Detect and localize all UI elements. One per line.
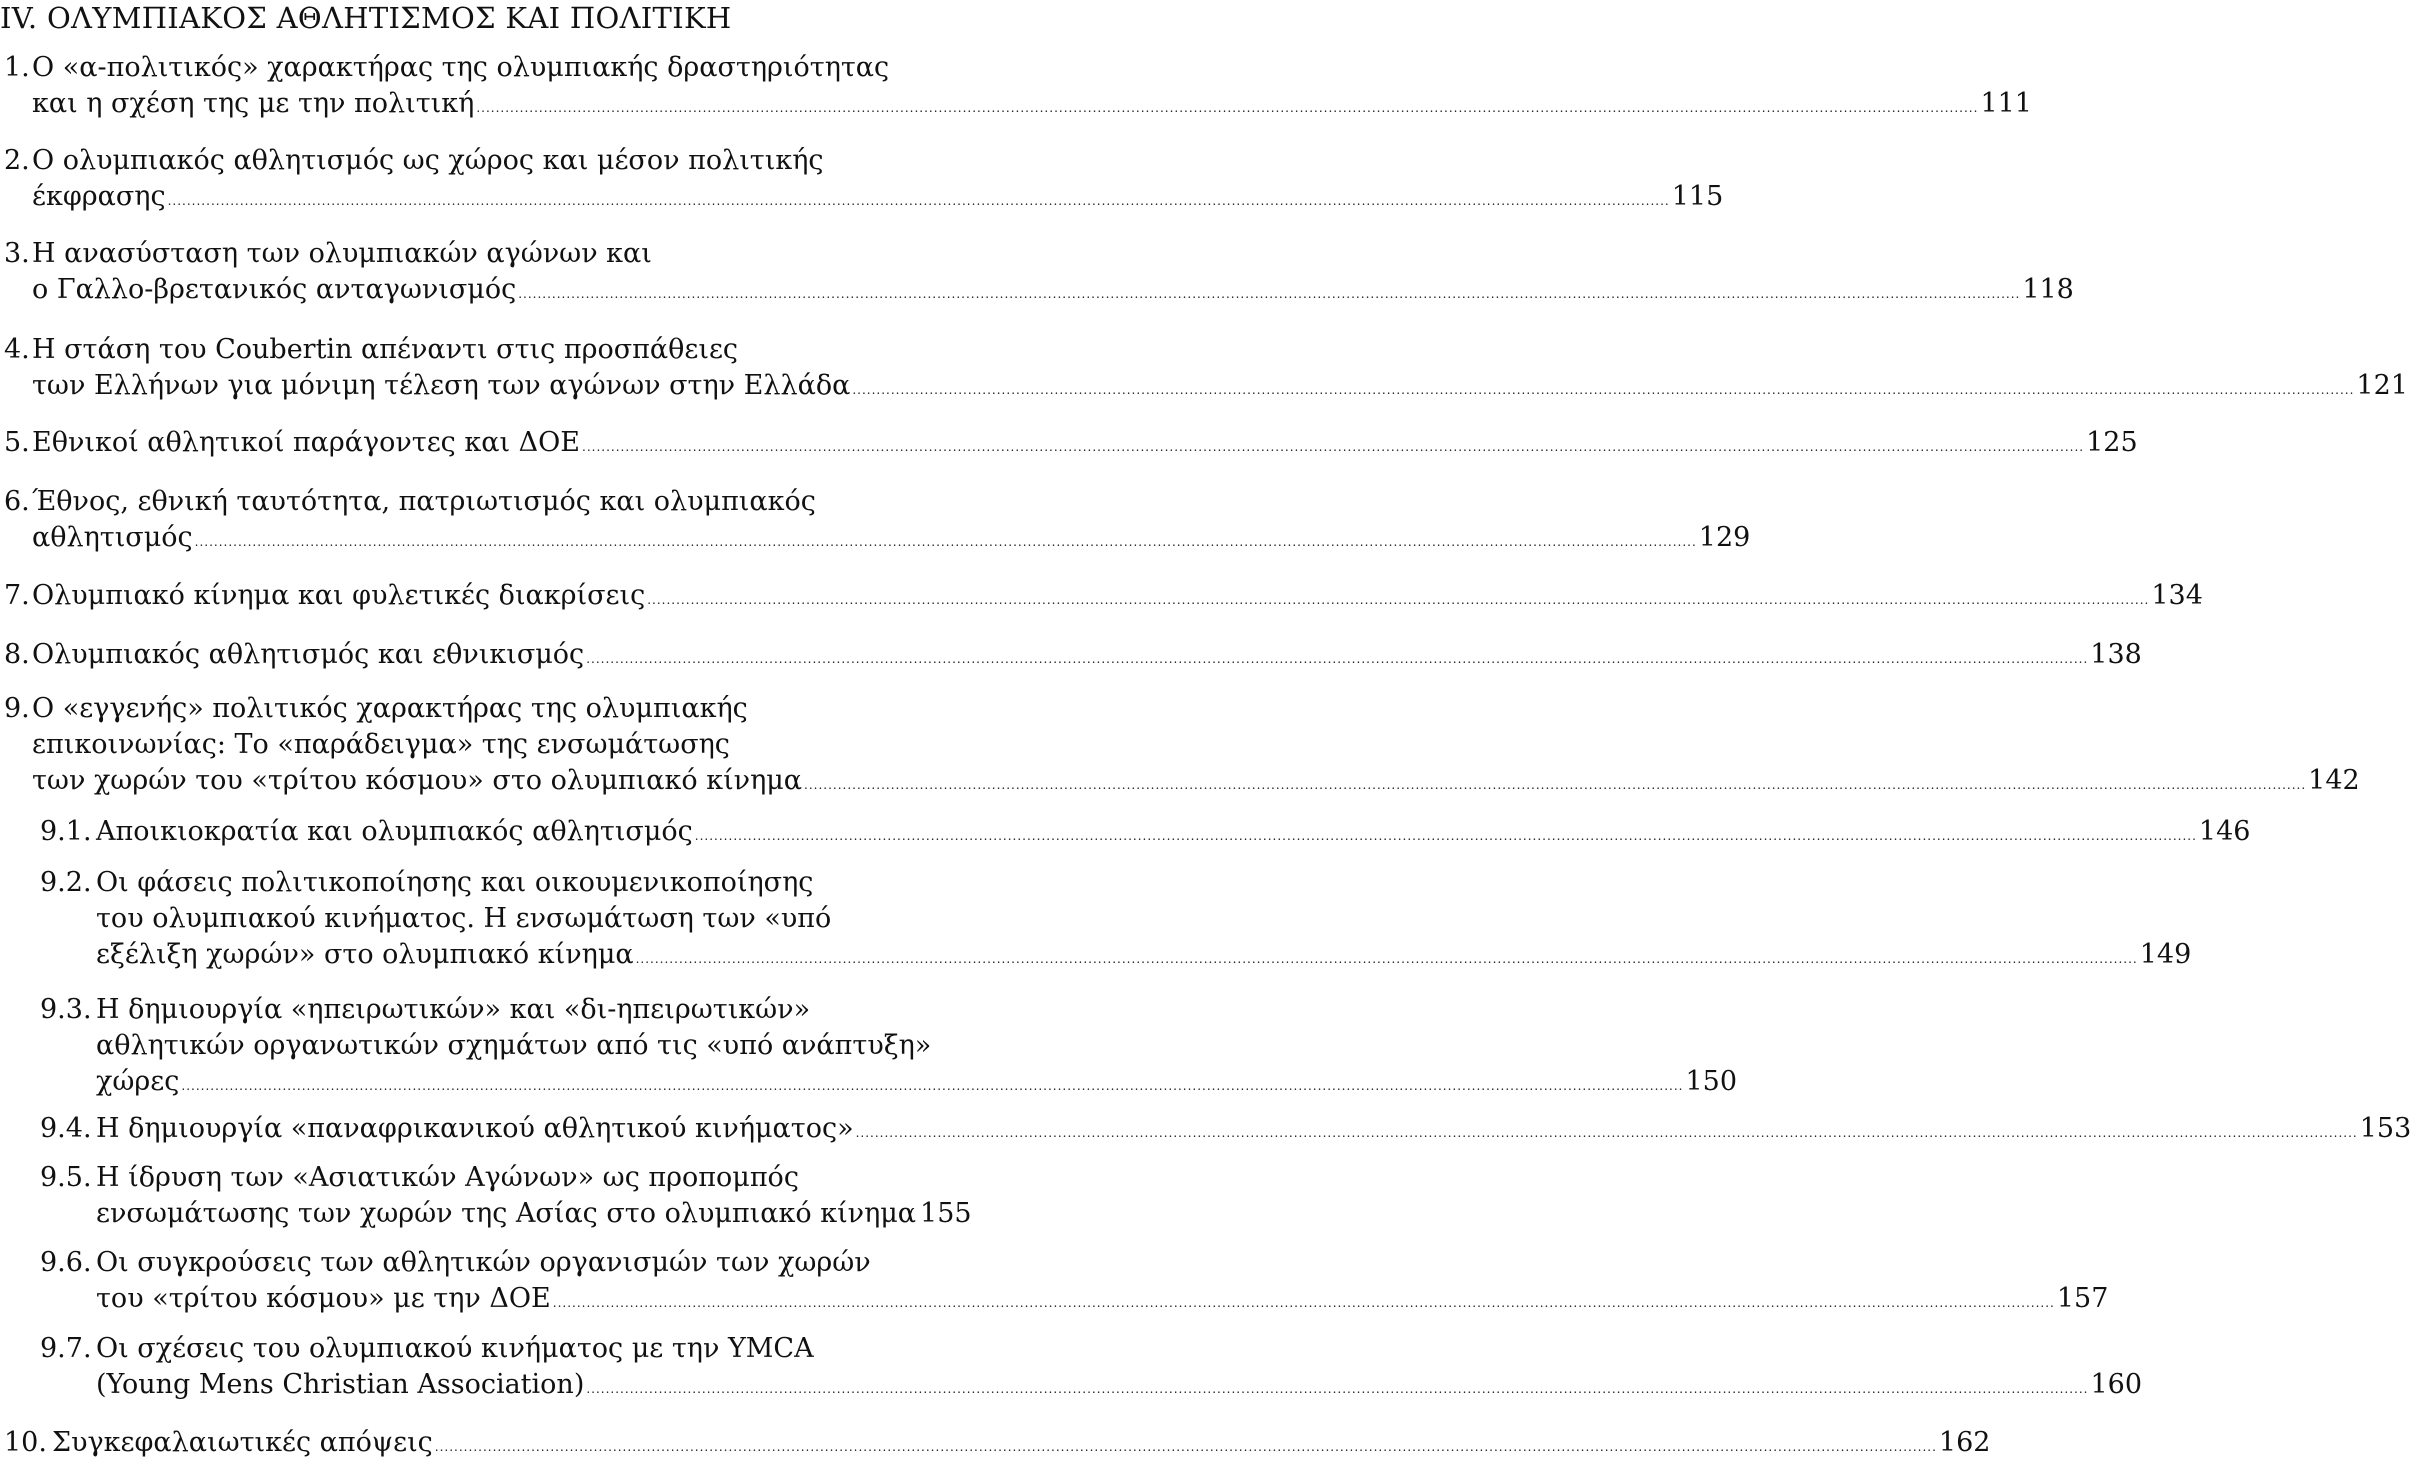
dot-leader: [695, 818, 2197, 854]
toc-entry-number: 9.4.: [40, 1113, 92, 1144]
dot-leader: [586, 641, 2088, 677]
dot-leader: [168, 183, 1670, 219]
chapter-heading: IV. ΟΛΥΜΠΙΑΚΟΣ ΑΘΛΗΤΙΣΜΟΣ ΚΑΙ ΠΟΛΙΤΙΚΗ: [0, 1, 732, 35]
toc-entry-line: Η δημιουργία «παναφρικανικού αθλητικού κινήματος»: [96, 1113, 854, 1144]
toc-entry-number: 4.: [4, 334, 30, 365]
dot-leader: [856, 1115, 2358, 1151]
toc-entry-line: (Young Mens Christian Association): [96, 1369, 585, 1400]
toc-entry-last-line: [96, 1111, 2411, 1147]
toc-entry: [4, 143, 1724, 215]
toc-entry-line: Συγκεφαλαιωτικές απόψεις: [52, 1427, 433, 1458]
toc-entry-body: [96, 992, 1738, 1100]
toc-entry: [4, 578, 2203, 614]
toc-entry-line: Αποικιοκρατία και ολυμπιακός αθλητισμός: [96, 816, 693, 847]
toc-page-number: 157: [2056, 1283, 2109, 1314]
toc-entry-line: Η στάση του Coubertin απέναντι στις προσπάθειες: [32, 334, 739, 365]
toc-entry-last-line: [96, 1196, 972, 1232]
toc-entry-last-line: [96, 1281, 2109, 1317]
toc-entry-line: Οι φάσεις πολιτικοποίησης και οικουμενικοποίησης: [96, 867, 814, 898]
toc-entry-line: αθλητισμός: [32, 522, 193, 553]
toc-entry-number: 10.: [4, 1427, 47, 1458]
toc-entry-last-line: [32, 578, 2203, 614]
toc-entry-line: Ο «εγγενής» πολιτικός χαρακτήρας της ολυμπιακής: [32, 693, 748, 724]
toc-entry-body: [32, 484, 1751, 556]
toc-page-number: 118: [2022, 274, 2074, 305]
toc-entry-number: 9.3.: [40, 994, 92, 1025]
toc-entry-line: του ολυμπιακού κινήματος. Η ενσωμάτωση των «υπό: [96, 903, 832, 934]
toc-entry-number: 2.: [4, 145, 30, 176]
toc-entry-number: 9.5.: [40, 1162, 92, 1193]
dot-leader: [195, 524, 1697, 560]
toc-page-number: 149: [2139, 939, 2192, 970]
toc-entry-line: Ολυμπιακό κίνημα και φυλετικές διακρίσεις: [32, 580, 646, 611]
toc-entry-body: [32, 578, 2203, 614]
toc-entry-line: Οι συγκρούσεις των αθλητικών οργανισμών των χωρών: [96, 1247, 871, 1278]
toc-entry: [4, 50, 2032, 122]
toc-entry-line: Η ίδρυση των «Ασιατικών Αγώνων» ως προπομπός: [96, 1162, 799, 1193]
toc-entry-last-line: [32, 179, 1724, 215]
dot-leader: [181, 1068, 1683, 1104]
toc-entry-last-line: [32, 425, 2138, 461]
toc-page-number: 129: [1698, 522, 1751, 553]
toc-entry-line: ενσωμάτωσης των χωρών της Ασίας στο ολυμπιακό κίνημα: [96, 1198, 917, 1229]
toc-entry-number: 9.: [4, 693, 30, 724]
toc-entry-body: [96, 1160, 972, 1232]
toc-page-number: 134: [2151, 580, 2203, 611]
toc-page-number: 155: [920, 1198, 972, 1229]
toc-entry-last-line: [52, 1425, 1991, 1461]
toc-entry-body: [96, 865, 2192, 973]
toc-entry: [4, 1425, 1991, 1461]
toc-entry: [40, 1160, 972, 1232]
toc-page-number: 146: [2198, 816, 2251, 847]
toc-entry-line: Η ανασύσταση των ολυμπιακών αγώνων και: [32, 238, 652, 269]
toc-entry-line: Έθνος, εθνική ταυτότητα, πατριωτισμός και ολυμπιακός: [32, 486, 816, 517]
dot-leader: [582, 429, 2084, 465]
dot-leader: [852, 372, 2354, 408]
toc-entry-line: Ολυμπιακός αθλητισμός και εθνικισμός: [32, 639, 585, 670]
toc-entry-line: Εθνικοί αθλητικοί παράγοντες και ΔΟΕ: [32, 427, 581, 458]
toc-page-number: 111: [1980, 88, 2032, 119]
toc-entry-line: Ο ολυμπιακός αθλητισμός ως χώρος και μέσον πολιτικής: [32, 145, 824, 176]
toc-entry-number: 6.: [4, 486, 30, 517]
toc-entry-last-line: [96, 937, 2192, 973]
toc-entry: [4, 236, 2074, 308]
toc-entry-line: έκφρασης: [32, 181, 166, 212]
toc-entry-last-line: [32, 368, 2408, 404]
toc-entry: [40, 1245, 2109, 1317]
toc-entry-body: [52, 1425, 1991, 1461]
dot-leader: [586, 1371, 2088, 1407]
toc-page-number: 121: [2356, 370, 2408, 401]
toc-entry-body: [96, 1245, 2109, 1317]
toc-page-number: 162: [1938, 1427, 1991, 1458]
toc-entry-body: [32, 50, 2032, 122]
toc-page-number: 138: [2090, 639, 2142, 670]
toc-entry-line: Η δημιουργία «ηπειρωτικών» και «δι-ηπειρωτικών»: [96, 994, 811, 1025]
dot-leader: [435, 1429, 1937, 1465]
toc-entry-body: [32, 637, 2142, 673]
toc-entry: [4, 637, 2142, 673]
toc-entry-line: Ο «α-πολιτικός» χαρακτήρας της ολυμπιακής δραστηριότητας: [32, 52, 890, 83]
toc-page-number: 115: [1671, 181, 1724, 212]
toc-entry: [40, 814, 2251, 850]
toc-page-number: 153: [2359, 1113, 2411, 1144]
toc-entry: [4, 332, 2408, 404]
toc-entry-line: Οι σχέσεις του ολυμπιακού κινήματος με την YMCA: [96, 1333, 814, 1364]
toc-entry-body: [32, 236, 2074, 308]
toc-entry-number: 9.2.: [40, 867, 92, 898]
toc-entry-body: [32, 332, 2408, 404]
toc-entry: [40, 865, 2192, 973]
toc-entry-number: 9.6.: [40, 1247, 92, 1278]
toc-entry-line: χώρες: [96, 1066, 180, 1097]
toc-entry-number: 5.: [4, 427, 30, 458]
dot-leader: [647, 582, 2149, 618]
toc-entry-last-line: [32, 86, 2032, 122]
toc-entry-last-line: [32, 520, 1751, 556]
toc-entry-line: του «τρίτου κόσμου» με την ΔΟΕ: [96, 1283, 551, 1314]
toc-entry-line: αθλητικών οργανωτικών σχημάτων από τις «υπό ανάπτυξη»: [96, 1030, 932, 1061]
toc-entry-last-line: [96, 814, 2251, 850]
toc-page-number: 125: [2086, 427, 2138, 458]
dot-leader: [636, 941, 2138, 977]
toc-entry-line: και η σχέση της με την πολιτική: [32, 88, 475, 119]
toc-entry-number: 3.: [4, 238, 30, 269]
toc-entry-number: 9.1.: [40, 816, 92, 847]
toc-page-number: 150: [1685, 1066, 1738, 1097]
toc-entry: [4, 425, 2138, 461]
toc-entry: [4, 691, 2360, 799]
toc-entry-line: εξέλιξη χωρών» στο ολυμπιακό κίνημα: [96, 939, 634, 970]
toc-entry-line: ο Γαλλο-βρετανικός ανταγωνισμός: [32, 274, 517, 305]
dot-leader: [804, 767, 2306, 803]
toc-entry-body: [96, 1111, 2411, 1147]
toc-entry-line: των Ελλήνων για μόνιμη τέλεση των αγώνων στην Ελλάδα: [32, 370, 851, 401]
toc-entry-last-line: [32, 272, 2074, 308]
toc-entry-line: των χωρών του «τρίτου κόσμου» στο ολυμπιακό κίνημα: [32, 765, 803, 796]
toc-entry-line: επικοινωνίας: Το «παράδειγμα» της ενσωμάτωσης: [32, 729, 730, 760]
toc-entry-number: 7.: [4, 580, 30, 611]
toc-entry: [40, 1331, 2143, 1403]
dot-leader: [518, 276, 2020, 312]
toc-entry-number: 9.7.: [40, 1333, 92, 1364]
toc-entry-body: [96, 814, 2251, 850]
toc-entry: [40, 1111, 2411, 1147]
toc-entry-last-line: [32, 763, 2360, 799]
toc-entry-body: [32, 425, 2138, 461]
dot-leader: [553, 1285, 2055, 1321]
toc-entry-number: 1.: [4, 52, 30, 83]
toc-entry-body: [32, 691, 2360, 799]
dot-leader: [476, 90, 1978, 126]
toc-entry: [4, 484, 1751, 556]
toc-entry-body: [32, 143, 1724, 215]
toc-entry-last-line: [32, 637, 2142, 673]
toc-entry-last-line: [96, 1367, 2143, 1403]
toc-entry-body: [96, 1331, 2143, 1403]
toc-page-number: 142: [2308, 765, 2360, 796]
toc-entry-last-line: [96, 1064, 1738, 1100]
toc-page-number: 160: [2090, 1369, 2143, 1400]
toc-entry-number: 8.: [4, 639, 30, 670]
toc-entry: [40, 992, 1738, 1100]
